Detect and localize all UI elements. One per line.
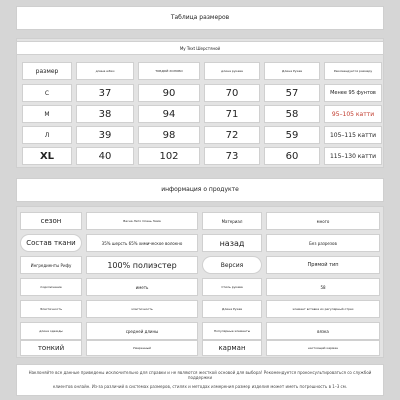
size-value: 40: [76, 147, 134, 165]
info-label: Ингредиенты Рифу: [20, 256, 82, 274]
disclaimer-line-1: Наклоняйте все данные приведены исключительно для справки и не являются жесткой основой для выбора! Рекомендуется проконсультироваться со службой поддержки: [28, 370, 372, 380]
size-value: 57: [264, 84, 320, 102]
info-label: Версия: [202, 256, 262, 274]
info-value: элемент вставка из регулярный отрез: [266, 300, 380, 318]
info-value: иметь: [86, 278, 198, 296]
header-rec: Рекомендуется размеру: [324, 62, 382, 80]
product-info-heading-box: [16, 178, 384, 202]
info-value: 100% полиэстер: [86, 256, 198, 274]
info-label: сезон: [20, 212, 82, 230]
info-label: Состав ткани: [20, 234, 82, 252]
header-size: размер: [22, 62, 72, 80]
size-recommendation: 115–130 катти: [324, 147, 382, 165]
size-label: М: [22, 105, 72, 123]
info-label: длина одежды: [20, 322, 82, 340]
size-value: 98: [138, 126, 200, 144]
disclaimer-line-2: клиентов онлайн. Из-за различий в системах размеров, стилях и методах измерения размер изделия может иметь погрешность в 1–3 см.: [52, 384, 348, 389]
size-label: Л: [22, 126, 72, 144]
info-value: вязка: [266, 322, 380, 340]
info-label: подключение: [20, 278, 82, 296]
info-label: карман: [202, 340, 262, 356]
info-label: Стиль рукава: [202, 278, 262, 296]
info-label: тонкий: [20, 340, 82, 356]
size-recommendation: 105–115 катти: [324, 126, 382, 144]
info-label: Популярные элементы: [202, 322, 262, 340]
size-value: 59: [264, 126, 320, 144]
header-col4: Длина Рукав: [264, 62, 320, 80]
product-info-heading: информация о продукте: [161, 186, 239, 193]
size-value: 90: [138, 84, 200, 102]
page-title: Таблица размеров: [170, 14, 230, 21]
info-value: много: [266, 212, 380, 230]
size-value: 72: [204, 126, 260, 144]
size-value: 39: [76, 126, 134, 144]
info-value: 58: [266, 278, 380, 296]
info-label: Материал: [202, 212, 262, 230]
size-value: 94: [138, 105, 200, 123]
info-value: Прямой тип: [266, 256, 380, 274]
info-label: Эластичность: [20, 300, 82, 318]
info-value: средней длины: [86, 322, 198, 340]
info-label: Длина Рукав: [202, 300, 262, 318]
info-label: назад: [202, 234, 262, 252]
info-value: 35% шерсть 65% химическое волокно: [86, 234, 198, 252]
size-value: 73: [204, 147, 260, 165]
size-value: 70: [204, 84, 260, 102]
title-box: [16, 6, 384, 30]
notes-box: [16, 364, 384, 396]
size-value: 38: [76, 105, 134, 123]
header-col3: длина рукава: [204, 62, 260, 80]
header-col2: ТОБДОЙ ХОЛОБО: [138, 62, 200, 80]
size-value: 102: [138, 147, 200, 165]
info-value: эластичность: [86, 300, 198, 318]
size-value: 37: [76, 84, 134, 102]
info-value: Умеренный: [86, 340, 198, 356]
info-value: Весна Лето Осень Зима: [86, 212, 198, 230]
info-value: настоящий карман: [266, 340, 380, 356]
chart-subtitle: My Text Шерстяной: [16, 41, 384, 55]
size-label: С: [22, 84, 72, 102]
size-recommendation: Менее 95 фунтов: [324, 84, 382, 102]
info-value: Без разрезов: [266, 234, 380, 252]
size-value: 58: [264, 105, 320, 123]
size-value: 71: [204, 105, 260, 123]
size-value: 60: [264, 147, 320, 165]
size-label: XL: [22, 147, 72, 165]
size-recommendation: 95–105 катти: [324, 105, 382, 123]
header-col1: длина юбки: [76, 62, 134, 80]
